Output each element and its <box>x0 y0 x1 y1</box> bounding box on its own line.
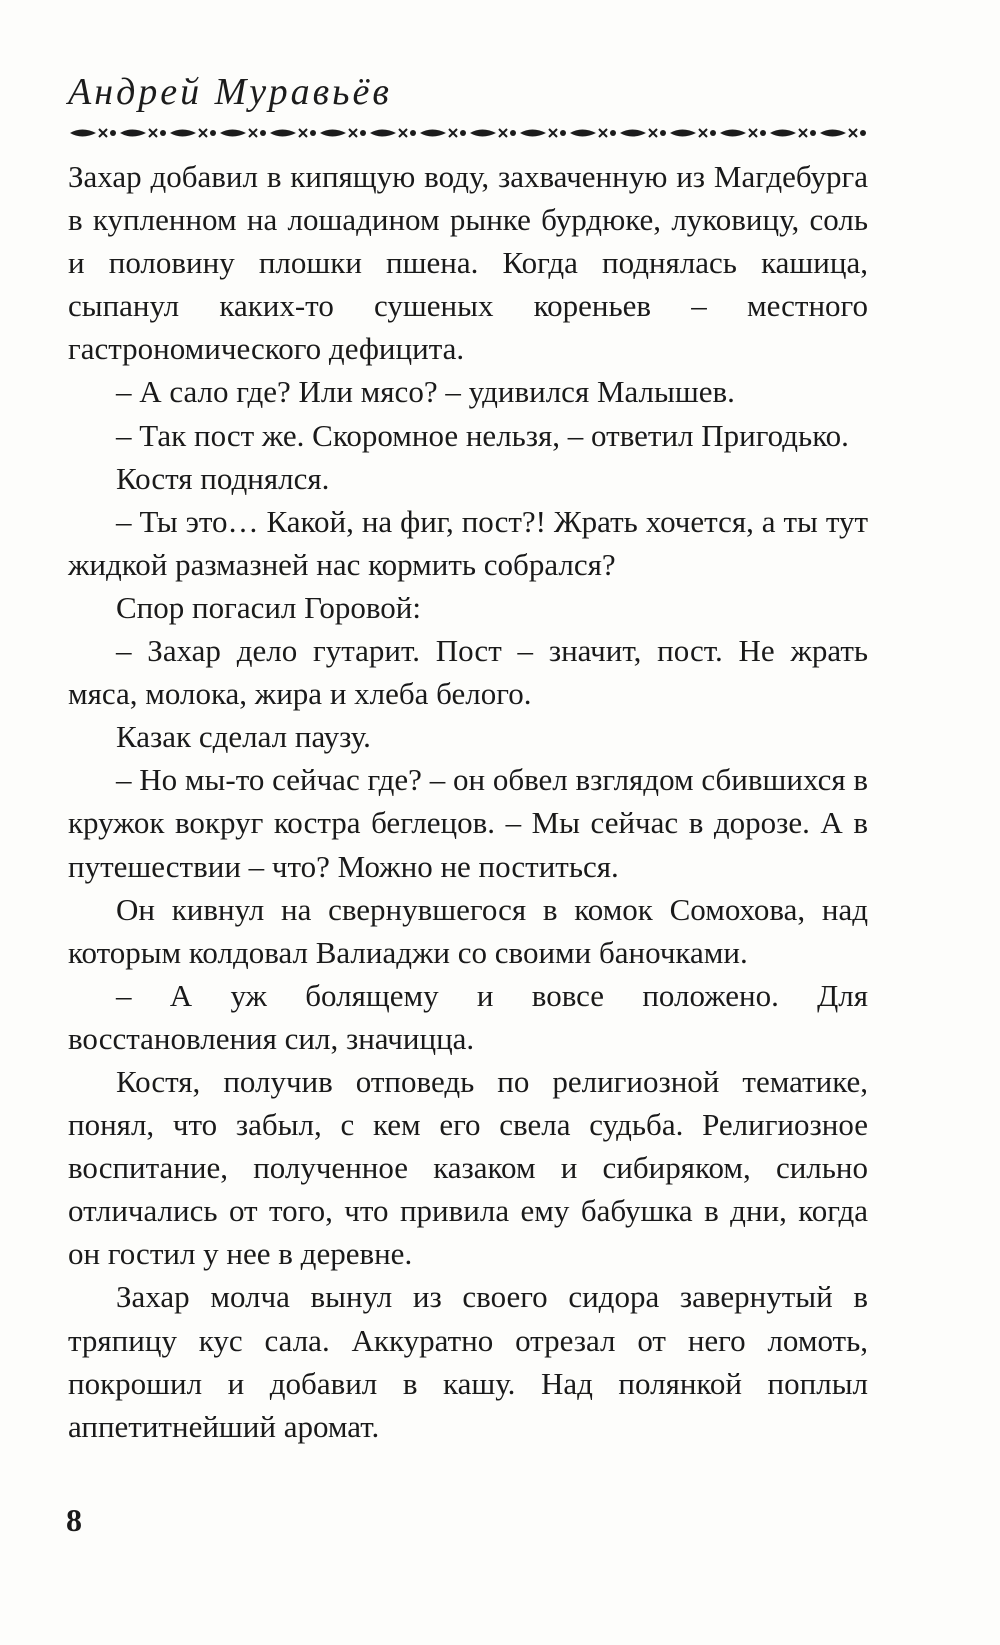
ornament-leaf <box>570 130 596 137</box>
ornament-dot <box>260 130 266 136</box>
paragraph: – Так пост же. Скоромное нельзя, – ответил Пригодько. <box>116 417 849 453</box>
paragraph: Спор погасил Горовой: <box>116 589 421 625</box>
ornament-cross <box>449 129 457 137</box>
paragraph: Захар молча вынул из своего сидора завернутый в тряпицу кус сала. Аккуратно отрезал от него ломоть, покрошил и добавил в кашу. Над полянкой поплыл аппетитнейший аромат. <box>68 1279 868 1444</box>
ornament-leaf <box>220 130 246 137</box>
ornament-leaf <box>370 130 396 137</box>
ornament-dot <box>560 130 566 136</box>
ornament-cross <box>649 129 657 137</box>
ornament-dot <box>610 130 616 136</box>
ornament-dot <box>660 130 666 136</box>
ornament-leaf <box>770 130 796 137</box>
paragraph: – А уж болящему и вовсе положено. Для восстановления сил, значицца. <box>68 977 868 1056</box>
ornament-cross <box>599 129 607 137</box>
ornament-cross <box>349 129 357 137</box>
body-text <box>68 155 868 1448</box>
paragraph: – Ты это… Какой, на фиг, пост?! Жрать хочется, а ты тут жидкой размазней нас кормить собрался? <box>68 503 868 582</box>
ornament-cross <box>99 129 107 137</box>
ornament-dot <box>310 130 316 136</box>
ornament-cross <box>699 129 707 137</box>
ornament-cross <box>849 129 857 137</box>
ornament-leaf <box>520 130 546 137</box>
ornament-cross <box>399 129 407 137</box>
ornament-leaf <box>670 130 696 137</box>
ornament-dot <box>760 130 766 136</box>
ornament-dot <box>110 130 116 136</box>
ornament-leaf <box>420 130 446 137</box>
ornament-cross <box>749 129 757 137</box>
ornament-dot <box>210 130 216 136</box>
ornament-leaf <box>170 130 196 137</box>
ornament-dot <box>160 130 166 136</box>
ornament-cross <box>799 129 807 137</box>
paragraph: – Захар дело гутарит. Пост – значит, пост. Не жрать мяса, молока, жира и хлеба белого. <box>68 633 868 712</box>
paragraph: Захар добавил в кипящую воду, захваченную из Магдебурга в купленном на лошадином рынке бурдюке, луковицу, соль и половину плошки пшена. Когда поднялась кашица, сыпанул каких-то сушеных кореньев – местного гастрономического дефицита. <box>68 159 868 367</box>
paragraph: Костя, получив отповедь по религиозной тематике, понял, что забыл, с кем его свела судьба. Религиозное воспитание, полученное казаком и сибиряком, сильно отличались от того, что привила ему бабушка в дни, когда он гостил у нее в деревне. <box>68 1063 868 1272</box>
ornament-leaf <box>70 130 96 137</box>
ornament-dot <box>460 130 466 136</box>
ornament-dot <box>510 130 516 136</box>
paragraph: Костя поднялся. <box>116 460 330 496</box>
ornament-dot <box>360 130 366 136</box>
page-number: 8 <box>66 1502 82 1538</box>
ornament-dot <box>410 130 416 136</box>
ornament-cross <box>549 129 557 137</box>
ornament-cross <box>499 129 507 137</box>
ornament-leaf <box>470 130 496 137</box>
ornament-leaf <box>120 130 146 137</box>
ornament-leaf <box>270 130 296 137</box>
ornament-cross <box>149 129 157 137</box>
paragraph: – Но мы-то сейчас где? – он обвел взглядом сбившихся в кружок вокруг костра беглецов. – Мы сейчас в дорозе. А в путешествии – что? Можно не поститься. <box>68 762 868 884</box>
ornament-dot <box>810 130 816 136</box>
ornament-leaf <box>720 130 746 137</box>
ornament-dot <box>710 130 716 136</box>
ornament-leaf <box>820 130 846 137</box>
ornament-leaf <box>320 130 346 137</box>
ornament-cross <box>199 129 207 137</box>
running-head-author: Андрей Муравьёв <box>68 71 392 113</box>
ornament-dot <box>860 130 866 136</box>
decorative-rule-icon <box>68 124 868 142</box>
paragraph: Казак сделал паузу. <box>116 719 371 755</box>
paragraph: Он кивнул на свернувшегося в комок Сомохова, над которым колдовал Валиаджи со своими баночками. <box>68 891 868 970</box>
ornament-cross <box>249 129 257 137</box>
ornament-cross <box>299 129 307 137</box>
paragraph: – А сало где? Или мясо? – удивился Малышев. <box>116 374 735 410</box>
ornament-leaf <box>620 130 646 137</box>
